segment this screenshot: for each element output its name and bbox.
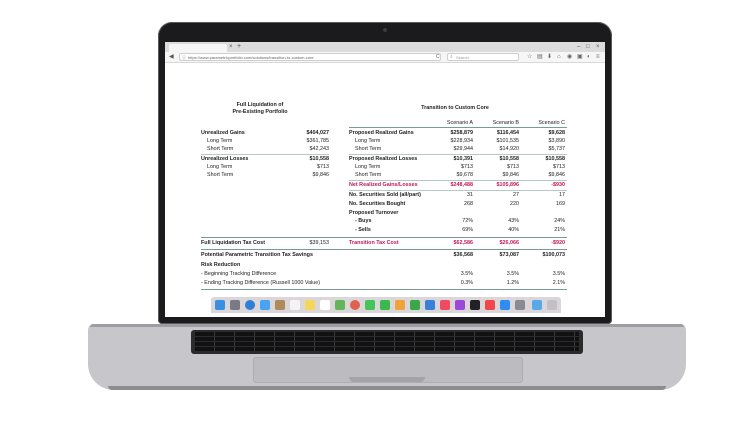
nav-bar [165,52,605,63]
keynote-icon[interactable] [425,300,435,310]
left-row-label: Long Term [207,138,233,144]
securities-row-value: 21% [554,227,565,233]
reading-list-icon[interactable]: ▤ [537,54,543,60]
right-row-value: $9,846 [502,172,519,178]
securities-row-value: 220 [510,201,519,207]
messages-icon[interactable] [365,300,375,310]
securities-row-value: 27 [513,192,519,198]
right-row-value: $258,879 [450,130,473,136]
right-row-value: $713 [553,164,565,170]
tab-close-icon[interactable]: × [229,44,233,50]
folder-icon[interactable] [532,300,542,310]
notes-icon[interactable] [305,300,315,310]
right-row-label: Long Term [355,164,381,170]
left-heading-line2: Pre-Existing Portfolio [232,109,288,115]
left-row-value: $713 [317,164,329,170]
right-row-value: $228,934 [450,138,473,144]
savings-label: Potential Parametric Transition Tax Savings [201,252,313,258]
tv-icon[interactable] [470,300,480,310]
right-row-value: $9,678 [456,172,473,178]
left-row-label: Short Term [207,172,234,178]
left-row-value: $404,027 [306,130,329,136]
extension-icon[interactable]: ▣ [577,54,583,60]
scenario-c-header: Scenario C [538,120,565,126]
risk-row-value: 3.5% [460,271,473,277]
tab-bar [165,42,605,52]
bookmark-star-icon[interactable]: ☆ [527,54,533,60]
camera [383,28,387,32]
right-row-label: Short Term [355,172,382,178]
right-row-value: $14,920 [499,146,519,152]
key-row [195,337,579,341]
scenario-rule [349,127,567,128]
keyboard [191,330,583,354]
left-row-label: Unrealized Gains [201,130,245,136]
pocket-icon[interactable]: ◉ [567,54,573,60]
net-realized-value: $105,896 [496,182,519,188]
left-row-value: $10,558 [309,156,329,162]
scenario-b-header: Scenario B [492,120,519,126]
row-divider [349,190,567,191]
left-row-label: Unrealized Losses [201,156,249,162]
home-icon[interactable]: ⌂ [557,54,561,60]
transition-tax-label: Transition Tax Cost [349,240,399,246]
transition-tax-value: -$920 [551,240,565,246]
savings-value: $100,073 [542,252,565,258]
laptop-lid [158,22,612,324]
row-divider [349,180,567,181]
securities-row-value: 72% [462,218,473,224]
menu-icon[interactable]: ≡ [596,54,600,60]
search-input[interactable] [447,53,519,61]
facetime-icon[interactable] [380,300,390,310]
browser-tab[interactable] [169,44,227,52]
new-tab-icon[interactable]: + [237,43,242,50]
risk-row-label: - Ending Tracking Difference (Russell 1000 Value) [201,280,321,286]
securities-row-value: 169 [556,201,565,207]
savings-rule [201,249,567,250]
right-row-value: $10,391 [453,156,473,162]
key-row [195,332,579,336]
close-icon[interactable]: × [596,44,600,50]
net-realized-label: Net Realized Gains/Losses [349,182,418,188]
transition-tax-value: $62,586 [453,240,473,246]
securities-row-value: 17 [559,192,565,198]
pages-icon[interactable] [395,300,405,310]
key-row [195,342,579,346]
address-bar[interactable] [179,53,441,61]
securities-row-value: 69% [462,227,473,233]
right-row-value: $10,558 [545,156,565,162]
securities-row-value: 268 [464,201,473,207]
mail-icon[interactable] [260,300,270,310]
contacts-icon[interactable] [275,300,285,310]
securities-row-label: - Buys [355,218,372,224]
trash-icon[interactable] [547,300,557,310]
right-row-value: $3,890 [548,138,565,144]
left-row-label: Long Term [207,164,233,170]
full-liquidation-tax-value: $39,153 [309,240,329,246]
securities-row-value: 31 [467,192,473,198]
net-realized-value: -$930 [551,182,565,188]
right-row-value: $10,558 [499,156,519,162]
right-row-value: $101,535 [496,138,519,144]
tax-rule [201,237,567,238]
bottom-rule [201,289,567,290]
risk-row-value: 3.5% [506,271,519,277]
right-row-label: Short Term [355,146,382,152]
row-divider [349,154,567,155]
photos-icon[interactable] [350,300,360,310]
right-heading: Transition to Custom Core [421,105,489,111]
info-icon: ⓘ [182,55,186,60]
url-text: https://www.parametricportfolio.com/solutions/transition-to-custom-core [188,55,314,60]
left-row-value: $42,243 [309,146,329,152]
calendar-icon[interactable] [290,300,300,310]
right-row-value: $5,737 [548,146,565,152]
hinge [90,324,684,327]
left-row-label: Short Term [207,146,234,152]
risk-row-value: 2.1% [552,280,565,286]
appstore-icon[interactable] [500,300,510,310]
podcasts-icon[interactable] [455,300,465,310]
securities-row-value: 40% [508,227,519,233]
launchpad-icon[interactable] [230,300,240,310]
reload-icon[interactable]: C [436,54,440,60]
search-icon: ⌕ [450,54,453,60]
lid-notch [349,377,425,382]
securities-row-value: 24% [554,218,565,224]
preferences-icon[interactable] [515,300,525,310]
report-content [165,63,605,293]
right-row-label: Long Term [355,138,381,144]
left-heading-line1: Full Liquidation of [236,102,284,108]
row-divider [201,154,329,155]
finder-icon[interactable] [215,300,225,310]
risk-row-value: 3.5% [552,271,565,277]
right-row-value: $9,628 [548,130,565,136]
maps-icon[interactable] [335,300,345,310]
risk-reduction-label: Risk Reduction [201,262,241,268]
full-liquidation-tax-label: Full Liquidation Tax Cost [201,240,265,246]
news-icon[interactable] [485,300,495,310]
dock [211,297,561,313]
risk-row-label: - Beginning Tracking Difference [201,271,277,277]
transition-tax-value: $26,066 [499,240,519,246]
risk-row-value: 0.3% [460,280,473,286]
securities-row-label: No. Securities Bought [349,201,406,207]
minimize-icon[interactable]: – [577,44,581,50]
scenario-a-header: Scenario A [446,120,473,126]
right-row-value: $713 [507,164,519,170]
safari-icon[interactable] [245,300,255,310]
left-row-value: $9,846 [312,172,329,178]
base-bottom [108,386,666,390]
right-row-value: $9,846 [548,172,565,178]
right-row-label: Proposed Realized Losses [349,156,418,162]
net-realized-value: $248,488 [450,182,473,188]
risk-row-value: 1.2% [506,280,519,286]
right-row-value: $29,944 [453,146,473,152]
right-row-value: $713 [461,164,473,170]
music-icon[interactable] [440,300,450,310]
sync-icon[interactable]: ◐ [587,54,591,60]
back-arrow-icon[interactable]: ◀ [169,54,174,60]
reminders-icon[interactable] [320,300,330,310]
download-icon[interactable]: ⬇ [547,54,553,60]
right-row-value: $116,454 [496,130,519,136]
numbers-icon[interactable] [410,300,420,310]
laptop-base [88,324,686,390]
savings-value: $73,087 [499,252,519,258]
search-placeholder: Search [456,55,469,60]
securities-row-value: 43% [508,218,519,224]
left-row-value: $361,785 [306,138,329,144]
securities-row-label: - Sells [355,227,371,233]
securities-row-label: No. Securities Sold (all/part) [349,192,421,198]
securities-row-label: Proposed Turnover [349,210,399,216]
screen [165,42,605,317]
key-row [195,347,579,351]
savings-value: $36,568 [453,252,473,258]
right-row-label: Proposed Realized Gains [349,130,414,136]
maximize-icon[interactable]: □ [586,44,590,50]
